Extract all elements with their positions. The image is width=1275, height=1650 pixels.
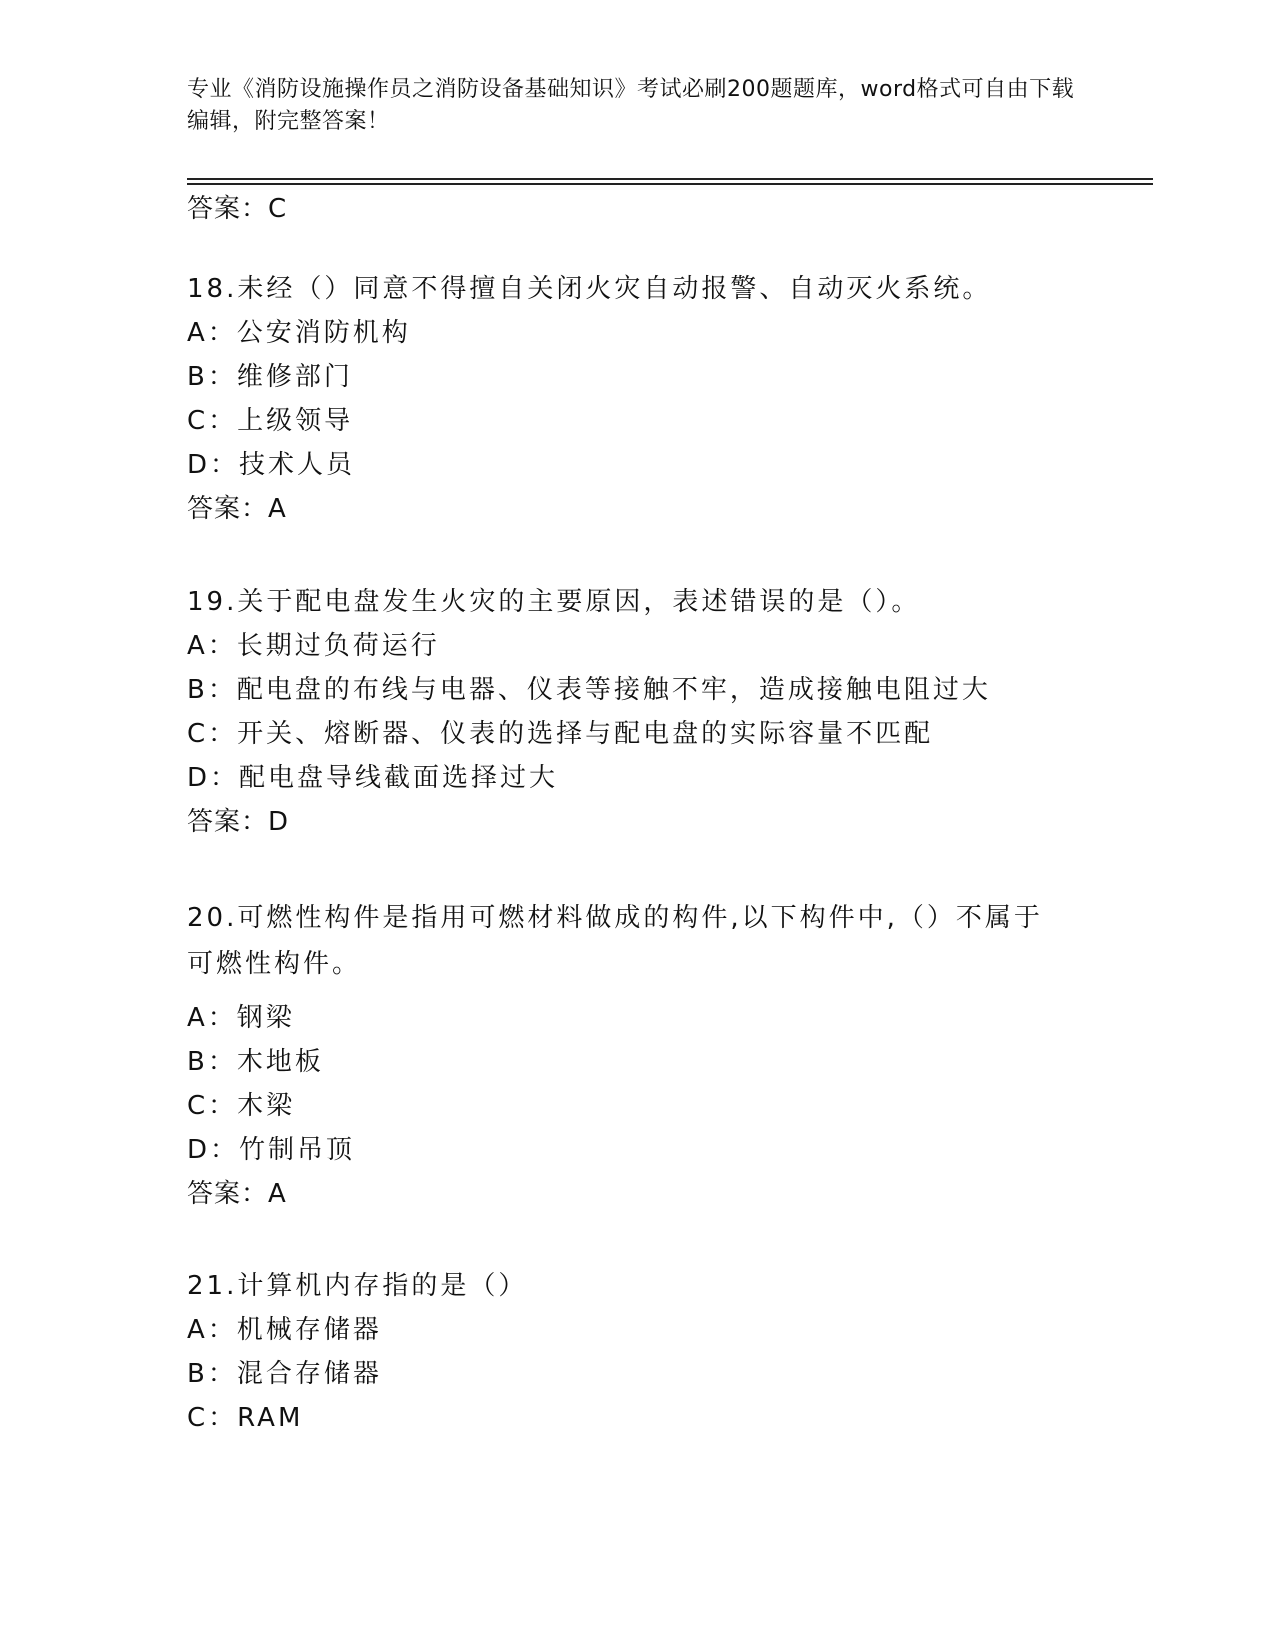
option-c: C：RAM bbox=[187, 1403, 304, 1433]
option-c: C：木梁 bbox=[187, 1091, 296, 1121]
option-c: C：开关、熔断器、仪表的选择与配电盘的实际容量不匹配 bbox=[187, 719, 934, 749]
option-d: D：技术人员 bbox=[187, 450, 356, 480]
option-a: A：长期过负荷运行 bbox=[187, 631, 440, 661]
document-header: 专业《消防设施操作员之消防设备基础知识》考试必刷200题题库，word格式可自由下载编辑，附完整答案！ bbox=[187, 77, 1075, 134]
question-stem: 19.关于配电盘发生火灾的主要原因，表述错误的是（）。 bbox=[187, 587, 921, 617]
option-b: B：配电盘的布线与电器、仪表等接触不牢，造成接触电阻过大 bbox=[187, 675, 991, 705]
question-stem: 21.计算机内存指的是（） bbox=[187, 1271, 528, 1301]
answer-line: 答案：A bbox=[187, 1179, 287, 1209]
answer-line: 答案：C bbox=[187, 194, 288, 224]
question-stem: 18.未经（）同意不得擅自关闭火灾自动报警、自动灭火系统。 bbox=[187, 274, 992, 304]
option-b: B：木地板 bbox=[187, 1047, 324, 1077]
header-divider-top bbox=[187, 178, 1153, 180]
option-b: B：维修部门 bbox=[187, 362, 353, 392]
option-d: D：配电盘导线截面选择过大 bbox=[187, 763, 559, 793]
option-c: C：上级领导 bbox=[187, 406, 354, 436]
option-a: A：钢梁 bbox=[187, 1003, 295, 1033]
answer-line: 答案：D bbox=[187, 807, 290, 837]
header-divider-bottom bbox=[187, 183, 1153, 185]
answer-line: 答案：A bbox=[187, 494, 287, 524]
option-d: D：竹制吊顶 bbox=[187, 1135, 356, 1165]
option-a: A：机械存储器 bbox=[187, 1315, 382, 1345]
option-a: A：公安消防机构 bbox=[187, 318, 411, 348]
question-stem: 20.可燃性构件是指用可燃材料做成的构件,以下构件中,（）不属于可燃性构件。 bbox=[187, 903, 1043, 979]
option-b: B：混合存储器 bbox=[187, 1359, 382, 1389]
